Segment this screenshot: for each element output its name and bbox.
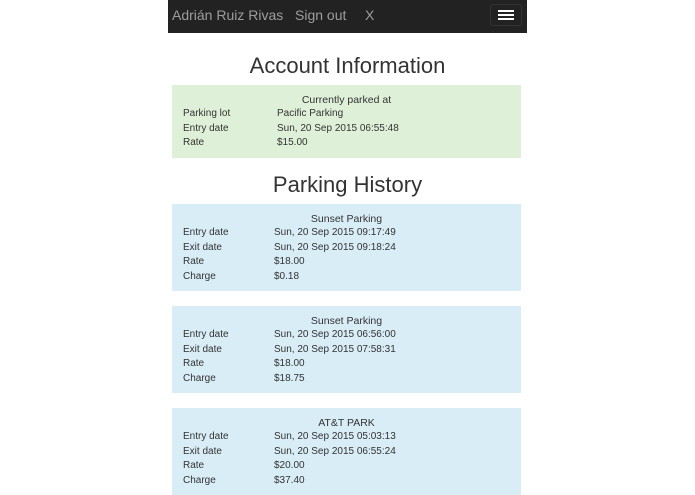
info-row xyxy=(172,136,521,151)
info-row xyxy=(172,107,521,122)
info-row xyxy=(172,255,521,270)
info-row xyxy=(172,328,521,343)
row-label: Entry date xyxy=(183,431,229,442)
history-entry-panel xyxy=(172,408,521,495)
info-row xyxy=(172,226,521,241)
account-heading: Account Information xyxy=(249,53,446,78)
row-value: $0.18 xyxy=(274,270,300,282)
history-entry-title: AT&T PARK xyxy=(318,417,375,429)
info-row xyxy=(172,343,521,358)
row-label: Rate xyxy=(183,256,205,267)
info-row xyxy=(172,270,521,285)
info-row xyxy=(172,122,521,137)
row-label: Rate xyxy=(183,358,205,369)
row-value: Sun, 20 Sep 2015 06:56:00 xyxy=(274,329,396,340)
row-label: Charge xyxy=(183,270,216,282)
row-value: $37.40 xyxy=(274,474,305,486)
row-label: Exit date xyxy=(183,343,222,355)
row-label: Entry date xyxy=(183,329,229,340)
sign-out-link[interactable]: Sign out xyxy=(295,7,347,23)
info-row xyxy=(172,357,521,372)
info-row xyxy=(172,474,521,489)
history-entry-title: Sunset Parking xyxy=(310,213,383,225)
info-row xyxy=(172,445,521,460)
row-label: Parking lot xyxy=(183,108,231,119)
row-value: $18.00 xyxy=(274,256,305,267)
row-value: $20.00 xyxy=(274,460,305,471)
current-parking-title: Currently parked at xyxy=(301,94,392,106)
row-value: $18.00 xyxy=(274,358,305,369)
row-label: Charge xyxy=(183,372,216,384)
row-label: Rate xyxy=(183,137,205,148)
row-value: Sun, 20 Sep 2015 05:03:13 xyxy=(274,431,396,442)
info-row xyxy=(172,430,521,445)
row-value: Sun, 20 Sep 2015 06:55:48 xyxy=(277,122,399,134)
row-label: Charge xyxy=(183,474,216,486)
hamburger-menu-icon xyxy=(498,10,514,12)
info-row xyxy=(172,459,521,474)
history-heading: Parking History xyxy=(272,172,423,197)
row-value: Pacific Parking xyxy=(277,108,344,119)
history-entry-title: Sunset Parking xyxy=(310,315,383,327)
history-entry-rows xyxy=(172,328,521,386)
hamburger-bar xyxy=(498,18,514,20)
info-row xyxy=(172,372,521,387)
menu-toggle-button[interactable] xyxy=(490,4,522,26)
close-link[interactable]: X xyxy=(365,7,375,23)
row-value: $18.75 xyxy=(274,372,305,384)
history-entry-rows xyxy=(172,226,521,284)
hamburger-bar xyxy=(498,14,514,16)
row-value: Sun, 20 Sep 2015 07:58:31 xyxy=(274,343,396,355)
current-parking-panel xyxy=(172,85,521,158)
info-row xyxy=(172,241,521,256)
row-label: Exit date xyxy=(183,445,222,457)
row-value: $15.00 xyxy=(277,137,308,148)
row-label: Entry date xyxy=(183,122,229,134)
row-label: Exit date xyxy=(183,241,222,253)
history-entry-panel xyxy=(172,306,521,393)
row-value: Sun, 20 Sep 2015 09:17:49 xyxy=(274,227,396,238)
row-label: Rate xyxy=(183,460,205,471)
history-entry-panel xyxy=(172,204,521,291)
row-value: Sun, 20 Sep 2015 09:18:24 xyxy=(274,241,396,253)
user-name-link[interactable]: Adrián Ruiz Rivas xyxy=(172,7,284,23)
row-value: Sun, 20 Sep 2015 06:55:24 xyxy=(274,445,396,457)
row-label: Entry date xyxy=(183,227,229,238)
history-entry-rows xyxy=(172,430,521,488)
top-navbar xyxy=(168,0,527,33)
